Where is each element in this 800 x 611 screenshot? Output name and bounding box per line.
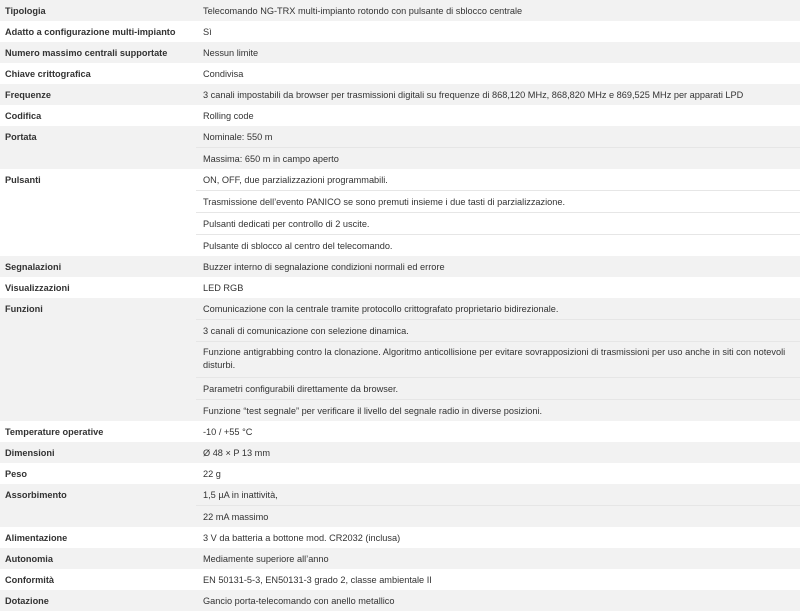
value-line: Comunicazione con la centrale tramite protocollo crittografato proprietario bidirezionale. — [196, 298, 800, 320]
row-label: Chiave crittografica — [0, 63, 196, 84]
value-line: ON, OFF, due parzializzazioni programmabili. — [196, 169, 800, 191]
row-label: Frequenze — [0, 84, 196, 105]
table-row — [0, 442, 800, 463]
row-value — [196, 463, 800, 484]
value-line: Funzione antigrabbing contro la clonazione. Algoritmo anticollisione per evitare sovrapposizioni di trasmissioni per uso anche in siti con notevoli disturbi. — [196, 342, 800, 378]
value-line: Gancio porta-telecomando con anello metallico — [203, 596, 395, 606]
row-value — [196, 484, 800, 527]
table-row — [0, 63, 800, 84]
row-label: Alimentazione — [0, 527, 196, 548]
row-value — [196, 105, 800, 126]
table-row — [0, 277, 800, 298]
value-line: -10 / +55 °C — [203, 427, 253, 437]
row-value — [196, 590, 800, 611]
row-label: Visualizzazioni — [0, 277, 196, 298]
row-value — [196, 548, 800, 569]
table-row — [0, 21, 800, 42]
value-line: 22 mA massimo — [203, 512, 269, 522]
table-row — [0, 256, 800, 277]
value-line: Trasmissione dell’evento PANICO se sono premuti insieme i due tasti di parzializzazione. — [196, 191, 800, 213]
row-label: Funzioni — [0, 298, 196, 421]
value-line: Buzzer interno di segnalazione condizioni normali ed errore — [203, 262, 445, 272]
row-value — [196, 169, 800, 256]
value-line: Massima: 650 m in campo aperto — [203, 154, 339, 164]
value-line: Sì — [203, 27, 212, 37]
table-row — [0, 0, 800, 21]
row-label: Pulsanti — [0, 169, 196, 256]
row-label: Segnalazioni — [0, 256, 196, 277]
row-value — [196, 569, 800, 590]
value-line: Nominale: 550 m — [196, 126, 800, 148]
table-row — [0, 105, 800, 126]
value-line: Ø 48 × P 13 mm — [203, 448, 270, 458]
row-label: Numero massimo centrali supportate — [0, 42, 196, 63]
row-value — [196, 298, 800, 421]
value-line: Mediamente superiore all’anno — [203, 554, 329, 564]
row-value — [196, 442, 800, 463]
row-value — [196, 84, 800, 105]
value-line: 22 g — [203, 469, 221, 479]
row-value — [196, 63, 800, 84]
table-row — [0, 84, 800, 105]
row-value — [196, 421, 800, 442]
table-row — [0, 463, 800, 484]
value-line: Nessun limite — [203, 48, 259, 58]
value-line: Telecomando NG-TRX multi-impianto rotondo con pulsante di sblocco centrale — [203, 6, 523, 16]
value-line: Pulsanti dedicati per controllo di 2 uscite. — [196, 213, 800, 235]
value-line: 3 V da batteria a bottone mod. CR2032 (inclusa) — [203, 533, 401, 543]
row-value — [196, 527, 800, 548]
value-line: LED RGB — [203, 283, 244, 293]
row-label: Dimensioni — [0, 442, 196, 463]
table-row — [0, 527, 800, 548]
row-value — [196, 21, 800, 42]
row-value — [196, 42, 800, 63]
value-line: EN 50131-5-3, EN50131-3 grado 2, classe ambientale II — [203, 575, 432, 585]
value-line: Parametri configurabili direttamente da browser. — [196, 378, 800, 400]
table-row — [0, 569, 800, 590]
value-line: 3 canali impostabili da browser per trasmissioni digitali su frequenze di 868,120 MHz, 868,820 MHz e 869,525 MHz per apparati LPD — [203, 90, 744, 100]
value-line: Condivisa — [203, 69, 244, 79]
row-label: Dotazione — [0, 590, 196, 611]
value-line: Funzione “test segnale” per verificare il livello del segnale radio in diverse posizioni. — [203, 406, 543, 416]
row-label: Conformità — [0, 569, 196, 590]
value-line: 1,5 µA in inattività, — [196, 484, 800, 506]
row-label: Portata — [0, 126, 196, 169]
value-line: Rolling code — [203, 111, 254, 121]
row-label: Autonomia — [0, 548, 196, 569]
table-row — [0, 298, 800, 421]
table-row — [0, 126, 800, 169]
table-row — [0, 484, 800, 527]
table-row — [0, 590, 800, 611]
table-row — [0, 42, 800, 63]
row-value — [196, 277, 800, 298]
table-row — [0, 421, 800, 442]
row-label: Temperature operative — [0, 421, 196, 442]
row-label: Tipologia — [0, 0, 196, 21]
row-label: Peso — [0, 463, 196, 484]
value-line: 3 canali di comunicazione con selezione dinamica. — [196, 320, 800, 342]
row-label: Assorbimento — [0, 484, 196, 527]
row-value — [196, 0, 800, 21]
row-value — [196, 126, 800, 169]
row-value — [196, 256, 800, 277]
row-label: Adatto a configurazione multi-impianto — [0, 21, 196, 42]
row-label: Codifica — [0, 105, 196, 126]
table-row — [0, 548, 800, 569]
table-row — [0, 169, 800, 256]
value-line: Pulsante di sblocco al centro del telecomando. — [203, 241, 393, 251]
